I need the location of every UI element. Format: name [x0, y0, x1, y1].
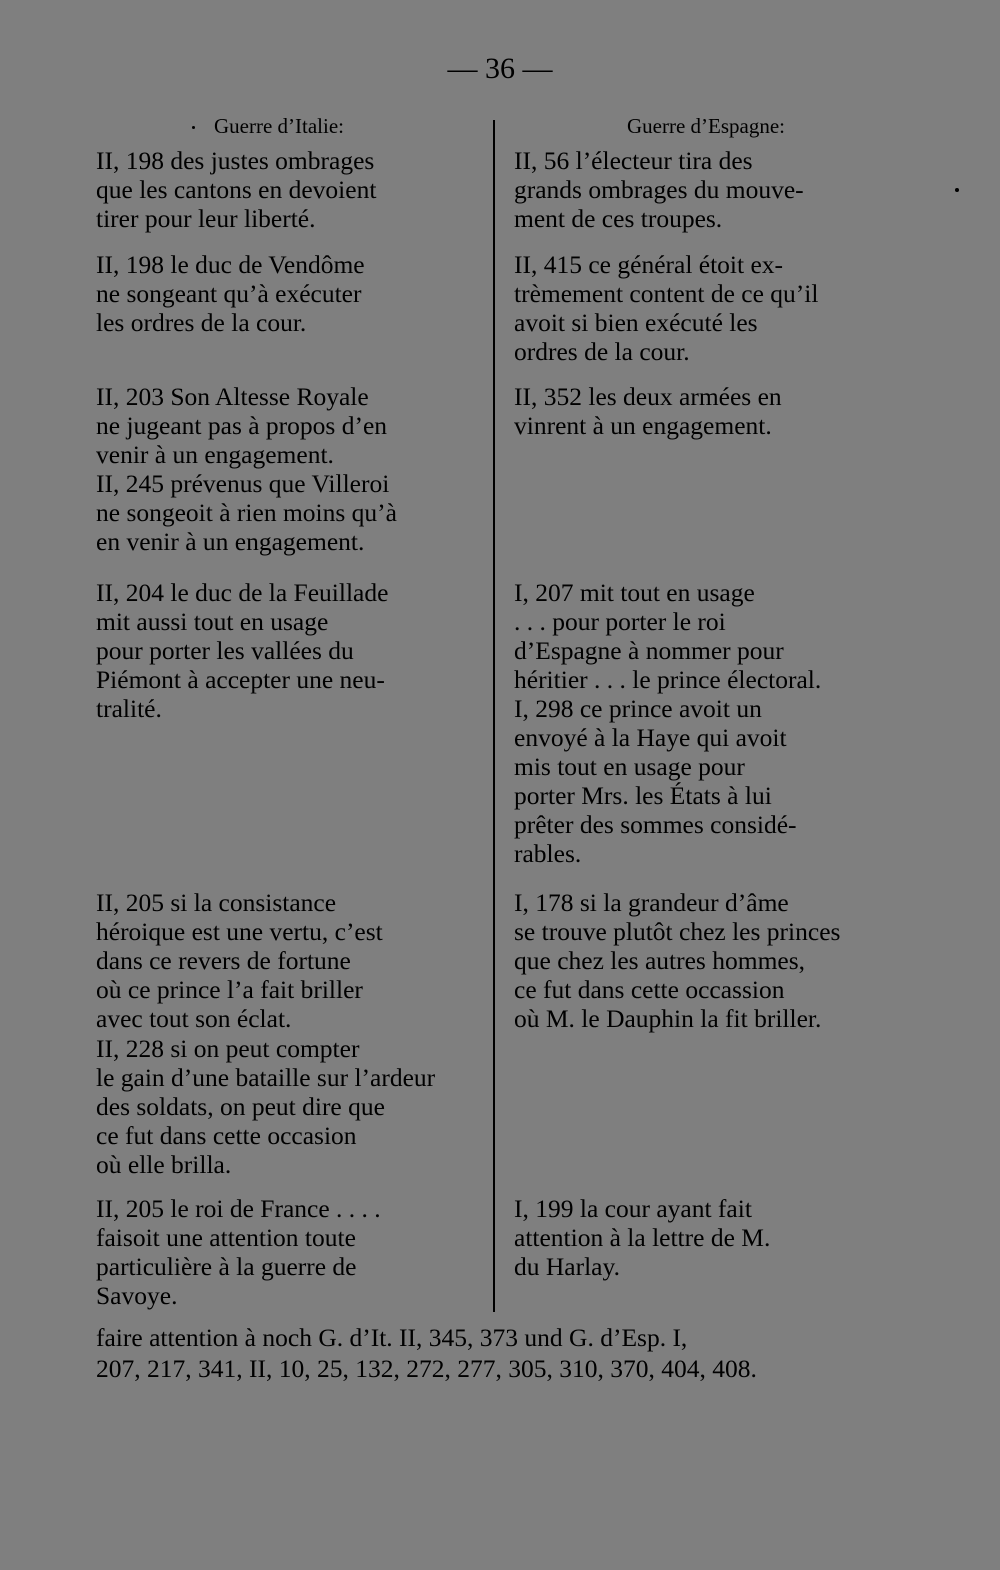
right-entry: II, 415 ce général étoit ex- trèmement content de ce qu’il avoit si bien exécuté les ordres de la cour.: [514, 250, 819, 366]
right-entry: I, 199 la cour ayant fait attention à la lettre de M. du Harlay.: [514, 1194, 771, 1281]
right-column-heading: Guerre d’Espagne:: [626, 114, 785, 138]
left-entry: II, 203 Son Altesse Royale ne jugeant pas à propos d’en venir à un engagement.: [96, 382, 388, 469]
column-divider: [493, 120, 495, 1312]
right-entry: II, 352 les deux armées en vinrent à un engagement.: [514, 382, 782, 440]
stray-mark: [955, 188, 959, 192]
right-column-spain: [514, 112, 898, 1281]
left-entry: II, 198 des justes ombrages que les cantons en devoient tirer pour leur liberté.: [96, 146, 377, 233]
right-entry: II, 56 l’électeur tira des grands ombrages du mouve- ment de ces troupes.: [514, 146, 804, 233]
left-entry: II, 205 si la consistance héroique est une vertu, c’est dans ce revers de fortune où ce prince l’a fait briller avec tout son éclat.: [96, 888, 383, 1033]
right-entry: I, 178 si la grandeur d’âme se trouve plutôt chez les princes que chez les autres hommes, ce fut dans cette occassion où M. le Dauphin la fit briller.: [514, 888, 841, 1033]
left-entry: II, 228 si on peut compter le gain d’une bataille sur l’ardeur des soldats, on peut dire que ce fut dans cette occasion où elle brilla.: [96, 1034, 436, 1179]
left-entry: II, 245 prévenus que Villeroi ne songeoit à rien moins qu’à en venir à un engagement.: [96, 469, 397, 556]
left-column-italy: [96, 112, 480, 1310]
left-column-heading: Guerre d’Italie:: [214, 114, 345, 138]
right-entry: I, 298 ce prince avoit un envoyé à la Haye qui avoit mis tout en usage pour porter Mrs. les États à lui prêter des sommes considé- rables.: [514, 694, 797, 868]
left-entry: II, 204 le duc de la Feuillade mit aussi tout en usage pour porter les vallées du Piémont à accepter une neu- tralité.: [96, 578, 389, 723]
left-entry: II, 198 le duc de Vendôme ne songeant qu’à exécuter les ordres de la cour.: [96, 250, 365, 337]
right-entry: I, 207 mit tout en usage . . . pour porter le roi d’Espagne à nommer pour héritier . . . le prince électoral.: [514, 578, 822, 694]
page-number: — 36 —: [447, 52, 553, 85]
left-entry: II, 205 le roi de France . . . . faisoit une attention toute particulière à la guerre de Savoye.: [96, 1194, 381, 1310]
footnote: faire attention à noch G. d’It. II, 345, 373 und G. d’Esp. I, 207, 217, 341, II, 10, 25, 132, 272, 277, 305, 310, 370, 404, 408.: [96, 1323, 757, 1383]
